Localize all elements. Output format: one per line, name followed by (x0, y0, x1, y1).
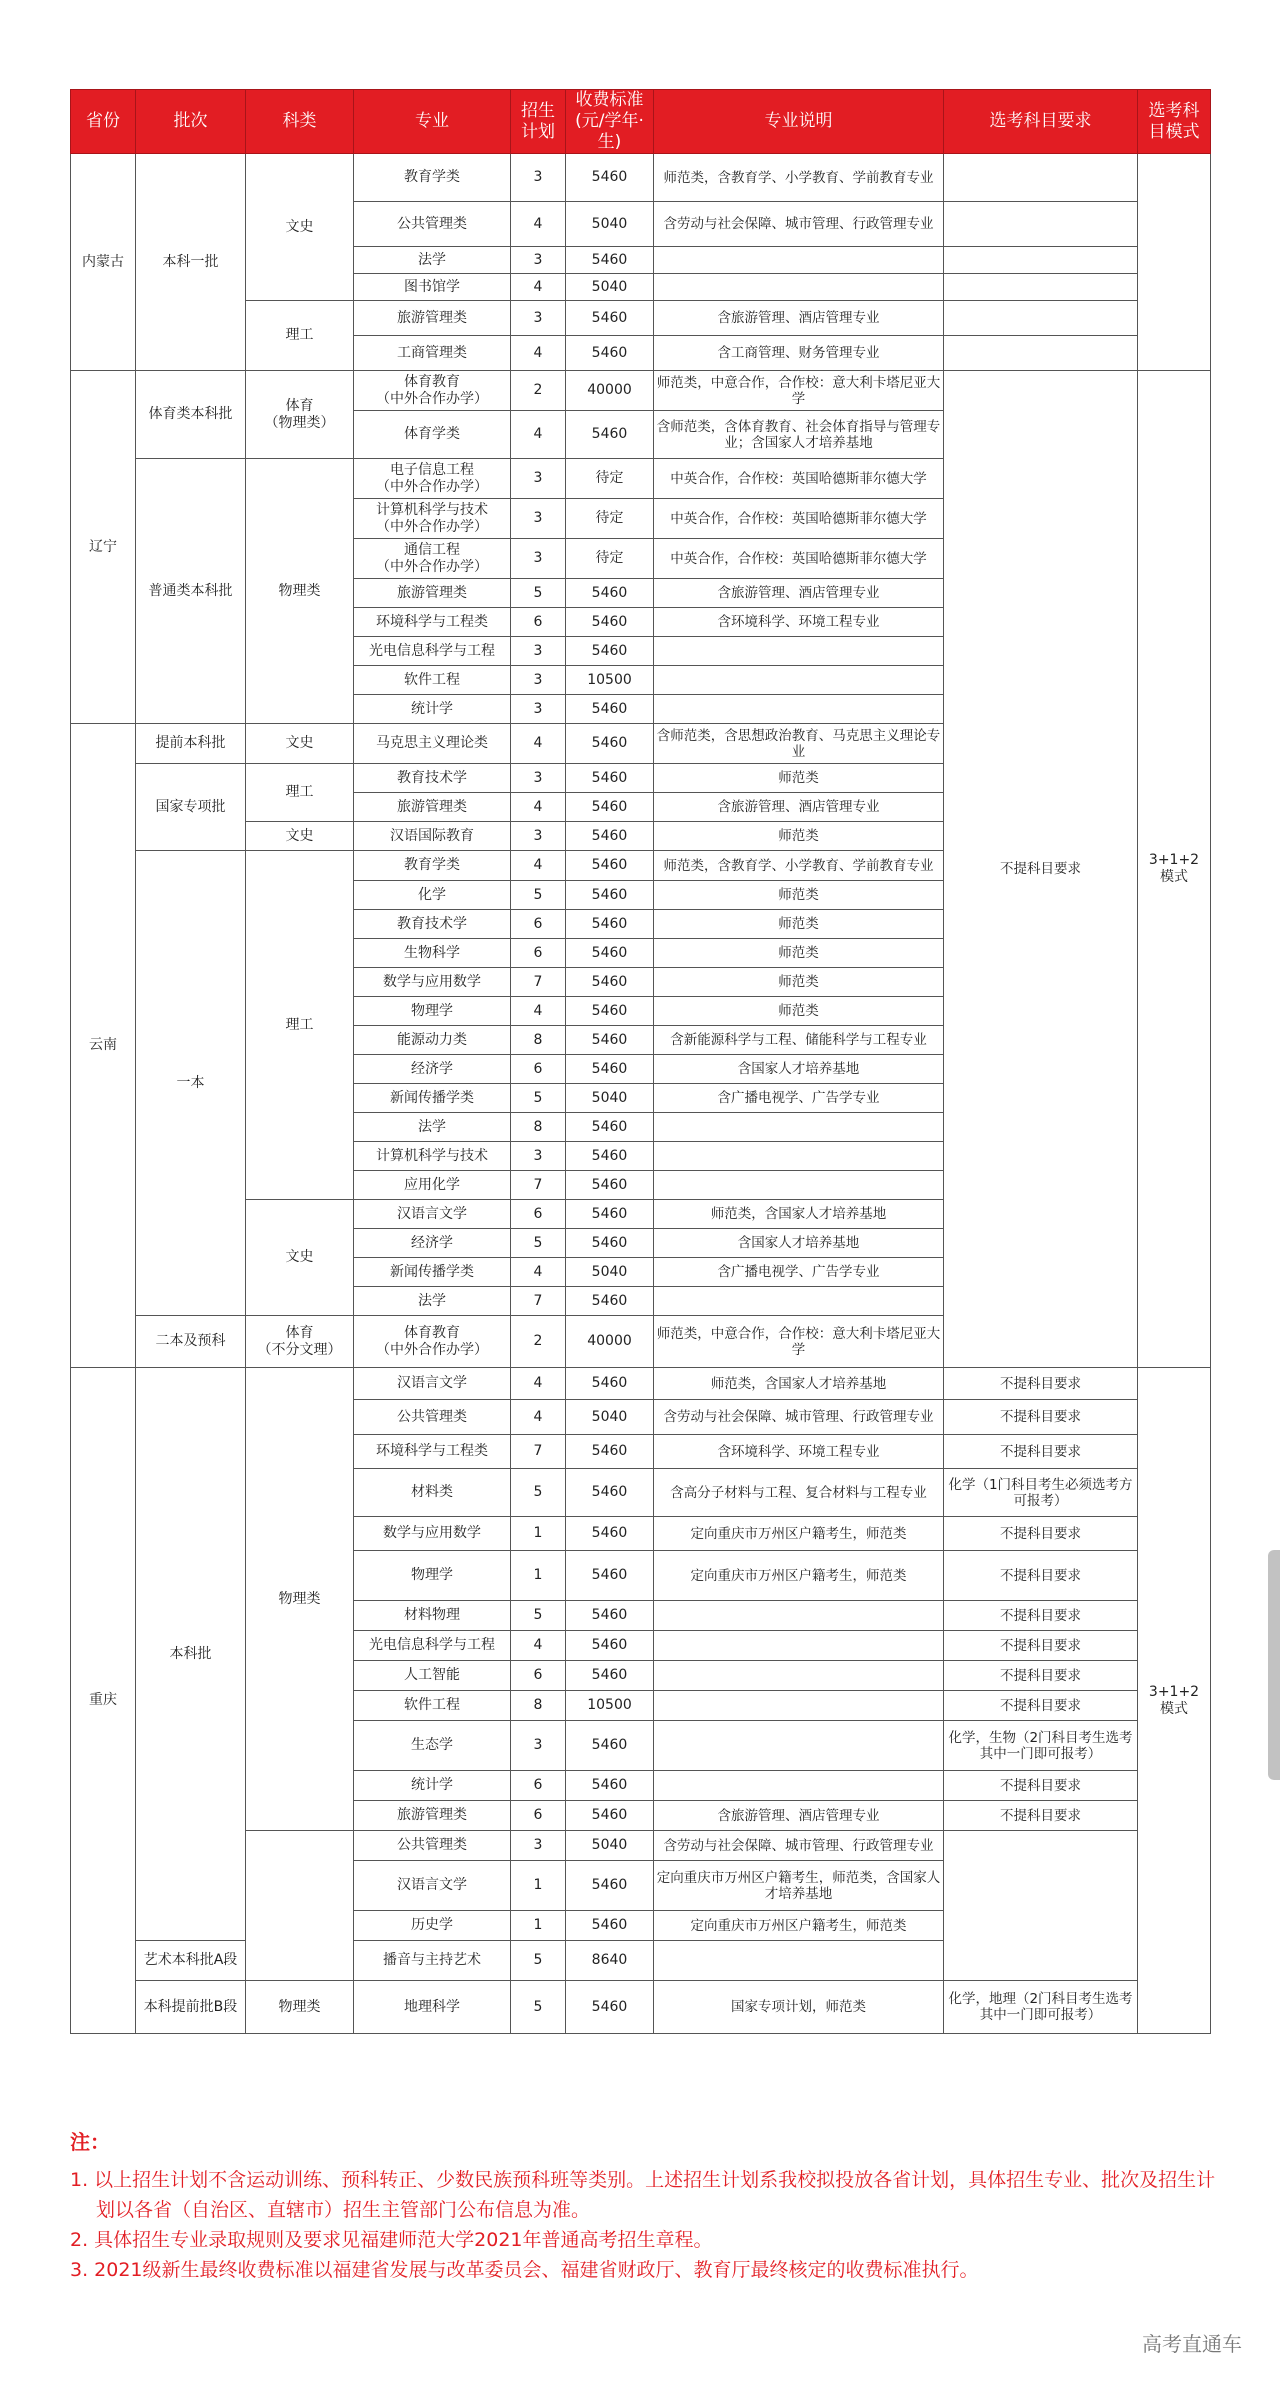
header-major: 专业 (354, 90, 511, 154)
header-province: 省份 (71, 90, 136, 154)
cell-description: 师范类 (654, 881, 944, 910)
cell-fee: 5040 (566, 274, 654, 301)
cell-category: 文史 (246, 724, 354, 764)
cell-description (654, 695, 944, 724)
cell-category: 物理类 (246, 1368, 354, 1831)
cell-batch: 艺术本科批A段 (136, 1941, 246, 1981)
cell-quota: 6 (511, 608, 566, 637)
cell-description (654, 1601, 944, 1631)
cell-description: 含师范类，含思想政治教育、马克思主义理论专业 (654, 724, 944, 764)
cell-mode: 3+1+2 模式 (1138, 371, 1211, 1368)
cell-description: 师范类，含教育学、小学教育、学前教育专业 (654, 154, 944, 202)
cell-category: 理工 (246, 851, 354, 1200)
cell-description (654, 1142, 944, 1171)
table-header (71, 90, 1211, 154)
cell-quota: 2 (511, 1316, 566, 1368)
cell-major: 数学与应用数学 (354, 968, 511, 997)
cell-major: 光电信息科学与工程 (354, 637, 511, 666)
cell-requirement: 不提科目要求 (944, 1631, 1138, 1661)
cell-quota: 3 (511, 247, 566, 274)
cell-description: 含旅游管理、酒店管理专业 (654, 301, 944, 336)
cell-description: 含国家人才培养基地 (654, 1229, 944, 1258)
cell-fee: 5460 (566, 968, 654, 997)
cell-description (654, 666, 944, 695)
cell-batch: 体育类本科批 (136, 371, 246, 459)
cell-quota: 6 (511, 1801, 566, 1831)
cell-quota: 4 (511, 851, 566, 881)
cell-fee: 5460 (566, 1229, 654, 1258)
cell-batch: 二本及预科 (136, 1316, 246, 1368)
cell-description (654, 1941, 944, 1981)
note-item: 1. 以上招生计划不含运动训练、预科转正、少数民族预科班等类别。上述招生计划系我校拟投放各省计划，具体招生专业、批次及招生计划以各省（自治区、直辖市）招生主管部门公布信息为准。 (70, 2169, 1216, 2221)
cell-description: 含劳动与社会保障、城市管理、行政管理专业 (654, 1400, 944, 1435)
cell-fee: 5460 (566, 851, 654, 881)
cell-requirement: 不提科目要求 (944, 1551, 1138, 1601)
cell-description: 含广播电视学、广告学专业 (654, 1258, 944, 1287)
cell-quota: 6 (511, 1661, 566, 1691)
cell-fee: 5460 (566, 336, 654, 371)
cell-requirement: 不提科目要求 (944, 1801, 1138, 1831)
cell-description (654, 637, 944, 666)
cell-description: 含环境科学、环境工程专业 (654, 608, 944, 637)
cell-major: 公共管理类 (354, 202, 511, 247)
cell-fee: 5460 (566, 1026, 654, 1055)
cell-major: 图书馆学 (354, 274, 511, 301)
cell-mode (1138, 154, 1211, 371)
header-description: 专业说明 (654, 90, 944, 154)
cell-major: 旅游管理类 (354, 301, 511, 336)
cell-major: 汉语言文学 (354, 1368, 511, 1400)
cell-description (654, 274, 944, 301)
cell-fee: 5460 (566, 154, 654, 202)
cell-description: 师范类，含国家人才培养基地 (654, 1200, 944, 1229)
cell-category: 体育 （不分文理） (246, 1316, 354, 1368)
cell-major: 计算机科学与技术 (354, 1142, 511, 1171)
cell-province: 云南 (71, 724, 136, 1368)
cell-fee: 5040 (566, 1084, 654, 1113)
cell-fee: 5460 (566, 764, 654, 793)
cell-quota: 3 (511, 154, 566, 202)
cell-major: 法学 (354, 1287, 511, 1316)
cell-quota: 8 (511, 1113, 566, 1142)
cell-quota: 4 (511, 1258, 566, 1287)
cell-quota: 4 (511, 1368, 566, 1400)
cell-fee: 待定 (566, 499, 654, 539)
header-batch: 批次 (136, 90, 246, 154)
cell-fee: 5460 (566, 1517, 654, 1551)
cell-fee: 40000 (566, 371, 654, 411)
cell-category: 文史 (246, 1200, 354, 1316)
cell-quota: 5 (511, 1229, 566, 1258)
cell-description: 含高分子材料与工程、复合材料与工程专业 (654, 1469, 944, 1517)
cell-major: 通信工程 （中外合作办学） (354, 539, 511, 579)
cell-description (654, 1113, 944, 1142)
cell-requirement: 化学（1门科目考生必须选考方可报考） (944, 1469, 1138, 1517)
cell-description: 含劳动与社会保障、城市管理、行政管理专业 (654, 202, 944, 247)
cell-requirement (944, 336, 1138, 371)
cell-quota: 5 (511, 881, 566, 910)
cell-quota: 6 (511, 1771, 566, 1801)
cell-major: 环境科学与工程类 (354, 608, 511, 637)
cell-fee: 5460 (566, 1861, 654, 1911)
cell-major: 环境科学与工程类 (354, 1435, 511, 1469)
cell-description (654, 1171, 944, 1200)
enrollment-plan-table (70, 89, 1211, 2034)
cell-description (654, 1691, 944, 1721)
cell-major: 材料类 (354, 1469, 511, 1517)
cell-requirement: 不提科目要求 (944, 1368, 1138, 1400)
cell-category: 体育 （物理类） (246, 371, 354, 459)
cell-quota: 7 (511, 1435, 566, 1469)
cell-fee: 5460 (566, 997, 654, 1026)
cell-requirement (944, 274, 1138, 301)
cell-major: 软件工程 (354, 1691, 511, 1721)
cell-major: 光电信息科学与工程 (354, 1631, 511, 1661)
header-category: 科类 (246, 90, 354, 154)
cell-description: 师范类 (654, 764, 944, 793)
cell-description (654, 1287, 944, 1316)
cell-fee: 待定 (566, 459, 654, 499)
cell-fee: 5460 (566, 910, 654, 939)
cell-description: 定向重庆市万州区户籍考生，师范类 (654, 1551, 944, 1601)
cell-major: 体育教育 （中外合作办学） (354, 371, 511, 411)
cell-requirement: 不提科目要求 (944, 1601, 1138, 1631)
cell-quota: 4 (511, 1400, 566, 1435)
cell-major: 教育学类 (354, 154, 511, 202)
cell-quota: 3 (511, 301, 566, 336)
cell-requirement: 化学，生物（2门科目考生选考其中一门即可报考） (944, 1721, 1138, 1771)
cell-major: 统计学 (354, 695, 511, 724)
cell-fee: 5460 (566, 1142, 654, 1171)
cell-fee: 5460 (566, 1287, 654, 1316)
cell-fee: 5460 (566, 1368, 654, 1400)
cell-category: 文史 (246, 822, 354, 851)
cell-description (654, 247, 944, 274)
cell-quota: 4 (511, 724, 566, 764)
table-body (71, 154, 1211, 2034)
cell-fee: 5460 (566, 411, 654, 459)
cell-quota: 4 (511, 336, 566, 371)
cell-fee: 5460 (566, 1721, 654, 1771)
cell-major: 教育技术学 (354, 910, 511, 939)
cell-category: 物理类 (246, 1981, 354, 2034)
cell-description: 师范类 (654, 939, 944, 968)
cell-fee: 40000 (566, 1316, 654, 1368)
cell-major: 法学 (354, 1113, 511, 1142)
cell-major: 新闻传播学类 (354, 1084, 511, 1113)
cell-major: 生物科学 (354, 939, 511, 968)
cell-requirement: 不提科目要求 (944, 1517, 1138, 1551)
cell-major: 汉语言文学 (354, 1861, 511, 1911)
cell-major: 播音与主持艺术 (354, 1941, 511, 1981)
cell-major: 计算机科学与技术 （中外合作办学） (354, 499, 511, 539)
cell-quota: 4 (511, 202, 566, 247)
cell-fee: 5460 (566, 1200, 654, 1229)
cell-fee: 待定 (566, 539, 654, 579)
cell-quota: 4 (511, 997, 566, 1026)
cell-description: 含新能源科学与工程、储能科学与工程专业 (654, 1026, 944, 1055)
cell-description: 师范类 (654, 822, 944, 851)
cell-mode: 3+1+2 模式 (1138, 1368, 1211, 2034)
cell-fee: 8640 (566, 1941, 654, 1981)
cell-province: 重庆 (71, 1368, 136, 2034)
cell-description: 国家专项计划，师范类 (654, 1981, 944, 2034)
cell-fee: 5460 (566, 1601, 654, 1631)
cell-description: 师范类，中意合作，合作校：意大利卡塔尼亚大学 (654, 371, 944, 411)
cell-quota: 6 (511, 910, 566, 939)
cell-batch: 本科提前批B段 (136, 1981, 246, 2034)
cell-description: 定向重庆市万州区户籍考生，师范类 (654, 1517, 944, 1551)
cell-major: 教育技术学 (354, 764, 511, 793)
cell-quota: 7 (511, 1171, 566, 1200)
cell-major: 汉语言文学 (354, 1200, 511, 1229)
cell-major: 生态学 (354, 1721, 511, 1771)
cell-batch: 普通类本科批 (136, 459, 246, 724)
cell-quota: 1 (511, 1861, 566, 1911)
cell-major: 新闻传播学类 (354, 1258, 511, 1287)
cell-requirement: 化学，地理（2门科目考生选考其中一门即可报考） (944, 1981, 1138, 2034)
note-item: 2. 具体招生专业录取规则及要求见福建师范大学2021年普通高考招生章程。 (70, 2229, 713, 2251)
cell-major: 法学 (354, 247, 511, 274)
cell-fee: 5460 (566, 579, 654, 608)
cell-fee: 5460 (566, 822, 654, 851)
cell-description: 中英合作，合作校：英国哈德斯菲尔德大学 (654, 459, 944, 499)
cell-requirement: 不提科目要求 (944, 1661, 1138, 1691)
cell-major: 体育教育 （中外合作办学） (354, 1316, 511, 1368)
cell-batch: 本科批 (136, 1368, 246, 1941)
cell-fee: 5460 (566, 1911, 654, 1941)
cell-description (654, 1721, 944, 1771)
cell-quota: 4 (511, 411, 566, 459)
cell-major: 工商管理类 (354, 336, 511, 371)
cell-major: 地理科学 (354, 1981, 511, 2034)
cell-quota: 3 (511, 499, 566, 539)
table-row (71, 154, 1211, 202)
cell-quota: 5 (511, 1084, 566, 1113)
cell-description: 师范类 (654, 997, 944, 1026)
cell-fee: 5460 (566, 1551, 654, 1601)
cell-description: 定向重庆市万州区户籍考生，师范类，含国家人才培养基地 (654, 1861, 944, 1911)
cell-description: 师范类 (654, 968, 944, 997)
note-item: 3. 2021级新生最终收费标准以福建省发展与改革委员会、福建省财政厅、教育厅最终核定的收费标准执行。 (70, 2259, 979, 2281)
cell-major: 应用化学 (354, 1171, 511, 1200)
cell-quota: 4 (511, 1631, 566, 1661)
cell-fee: 5460 (566, 695, 654, 724)
cell-description: 含环境科学、环境工程专业 (654, 1435, 944, 1469)
cell-quota: 3 (511, 637, 566, 666)
cell-description: 师范类 (654, 910, 944, 939)
cell-quota: 5 (511, 1469, 566, 1517)
cell-province: 内蒙古 (71, 154, 136, 371)
cell-province: 辽宁 (71, 371, 136, 724)
cell-requirement (944, 1831, 1138, 1981)
cell-fee: 10500 (566, 1691, 654, 1721)
cell-fee: 5460 (566, 1771, 654, 1801)
cell-description (654, 1661, 944, 1691)
cell-requirement: 不提科目要求 (944, 1691, 1138, 1721)
cell-fee: 5460 (566, 301, 654, 336)
cell-quota: 4 (511, 274, 566, 301)
table-row (71, 1368, 1211, 1400)
cell-fee: 5460 (566, 247, 654, 274)
cell-major: 体育学类 (354, 411, 511, 459)
cell-description: 含国家人才培养基地 (654, 1055, 944, 1084)
cell-fee: 5460 (566, 637, 654, 666)
table-row (71, 1981, 1211, 2034)
cell-requirement (944, 202, 1138, 247)
cell-quota: 1 (511, 1517, 566, 1551)
cell-fee: 5460 (566, 1113, 654, 1142)
cell-description (654, 1631, 944, 1661)
cell-major: 马克思主义理论类 (354, 724, 511, 764)
cell-quota: 1 (511, 1551, 566, 1601)
cell-quota: 3 (511, 822, 566, 851)
notes-title: 注： (70, 2130, 110, 2154)
watermark-text: 高考直通车 (1142, 2332, 1242, 2356)
cell-description: 含广播电视学、广告学专业 (654, 1084, 944, 1113)
cell-quota: 3 (511, 539, 566, 579)
cell-fee: 5460 (566, 793, 654, 822)
cell-major: 公共管理类 (354, 1831, 511, 1861)
notes-list (70, 2165, 1220, 2285)
cell-quota: 6 (511, 1055, 566, 1084)
cell-fee: 5460 (566, 1631, 654, 1661)
cell-requirement (944, 154, 1138, 202)
cell-major: 旅游管理类 (354, 1801, 511, 1831)
cell-major: 公共管理类 (354, 1400, 511, 1435)
cell-description: 师范类，中意合作，合作校：意大利卡塔尼亚大学 (654, 1316, 944, 1368)
cell-fee: 5460 (566, 1981, 654, 2034)
cell-batch: 国家专项批 (136, 764, 246, 851)
cell-quota: 3 (511, 1142, 566, 1171)
cell-category: 物理类 (246, 459, 354, 724)
cell-requirement (944, 301, 1138, 336)
cell-requirement: 不提科目要求 (944, 1435, 1138, 1469)
cell-major: 能源动力类 (354, 1026, 511, 1055)
cell-fee: 5460 (566, 1435, 654, 1469)
cell-description: 含旅游管理、酒店管理专业 (654, 579, 944, 608)
cell-major: 材料物理 (354, 1601, 511, 1631)
cell-description: 含旅游管理、酒店管理专业 (654, 1801, 944, 1831)
cell-quota: 3 (511, 695, 566, 724)
cell-description: 含旅游管理、酒店管理专业 (654, 793, 944, 822)
cell-quota: 6 (511, 1200, 566, 1229)
cell-quota: 5 (511, 1601, 566, 1631)
cell-major: 物理学 (354, 997, 511, 1026)
cell-quota: 7 (511, 968, 566, 997)
cell-description (654, 1771, 944, 1801)
cell-major: 历史学 (354, 1911, 511, 1941)
cell-quota: 8 (511, 1691, 566, 1721)
cell-fee: 5040 (566, 202, 654, 247)
cell-category (246, 1831, 354, 1981)
cell-major: 旅游管理类 (354, 793, 511, 822)
cell-fee: 5460 (566, 1055, 654, 1084)
cell-category: 理工 (246, 764, 354, 822)
header-fee: 收费标准 (元/学年·生) (566, 90, 654, 154)
cell-fee: 5040 (566, 1831, 654, 1861)
cell-major: 数学与应用数学 (354, 1517, 511, 1551)
cell-major: 物理学 (354, 1551, 511, 1601)
cell-batch: 提前本科批 (136, 724, 246, 764)
cell-batch: 本科一批 (136, 154, 246, 371)
cell-fee: 5460 (566, 1661, 654, 1691)
cell-quota: 3 (511, 666, 566, 695)
cell-fee: 5460 (566, 1171, 654, 1200)
page-edge-decoration (1268, 1550, 1280, 1780)
cell-quota: 3 (511, 1831, 566, 1861)
cell-quota: 1 (511, 1911, 566, 1941)
cell-quota: 3 (511, 459, 566, 499)
cell-description: 师范类，含国家人才培养基地 (654, 1368, 944, 1400)
cell-description: 含师范类，含体育教育、社会体育指导与管理专业；含国家人才培养基地 (654, 411, 944, 459)
cell-fee: 5460 (566, 881, 654, 910)
cell-quota: 7 (511, 1287, 566, 1316)
cell-requirement: 不提科目要求 (944, 371, 1138, 1368)
cell-requirement (944, 247, 1138, 274)
cell-description: 中英合作，合作校：英国哈德斯菲尔德大学 (654, 539, 944, 579)
cell-major: 人工智能 (354, 1661, 511, 1691)
cell-quota: 3 (511, 764, 566, 793)
cell-description: 含劳动与社会保障、城市管理、行政管理专业 (654, 1831, 944, 1861)
cell-major: 旅游管理类 (354, 579, 511, 608)
cell-fee: 5040 (566, 1400, 654, 1435)
cell-fee: 5460 (566, 1801, 654, 1831)
cell-category: 理工 (246, 301, 354, 371)
cell-quota: 2 (511, 371, 566, 411)
table-row (71, 371, 1211, 411)
cell-description: 含工商管理、财务管理专业 (654, 336, 944, 371)
header-mode: 选考科 目模式 (1138, 90, 1211, 154)
cell-major: 教育学类 (354, 851, 511, 881)
header-requirement: 选考科目要求 (944, 90, 1138, 154)
cell-fee: 5460 (566, 724, 654, 764)
cell-major: 软件工程 (354, 666, 511, 695)
cell-major: 化学 (354, 881, 511, 910)
cell-quota: 3 (511, 1721, 566, 1771)
cell-quota: 6 (511, 939, 566, 968)
cell-major: 经济学 (354, 1229, 511, 1258)
cell-quota: 8 (511, 1026, 566, 1055)
cell-description: 中英合作，合作校：英国哈德斯菲尔德大学 (654, 499, 944, 539)
cell-quota: 5 (511, 1981, 566, 2034)
cell-quota: 5 (511, 579, 566, 608)
cell-fee: 5040 (566, 1258, 654, 1287)
cell-major: 经济学 (354, 1055, 511, 1084)
cell-fee: 5460 (566, 939, 654, 968)
cell-requirement: 不提科目要求 (944, 1400, 1138, 1435)
cell-major: 统计学 (354, 1771, 511, 1801)
cell-description: 定向重庆市万州区户籍考生，师范类 (654, 1911, 944, 1941)
cell-fee: 5460 (566, 1469, 654, 1517)
cell-batch: 一本 (136, 851, 246, 1316)
cell-major: 电子信息工程 （中外合作办学） (354, 459, 511, 499)
cell-quota: 5 (511, 1941, 566, 1981)
cell-requirement: 不提科目要求 (944, 1771, 1138, 1801)
cell-description: 师范类，含教育学、小学教育、学前教育专业 (654, 851, 944, 881)
header-quota: 招生 计划 (511, 90, 566, 154)
cell-fee: 10500 (566, 666, 654, 695)
cell-major: 汉语国际教育 (354, 822, 511, 851)
cell-category: 文史 (246, 154, 354, 301)
cell-fee: 5460 (566, 608, 654, 637)
cell-quota: 4 (511, 793, 566, 822)
